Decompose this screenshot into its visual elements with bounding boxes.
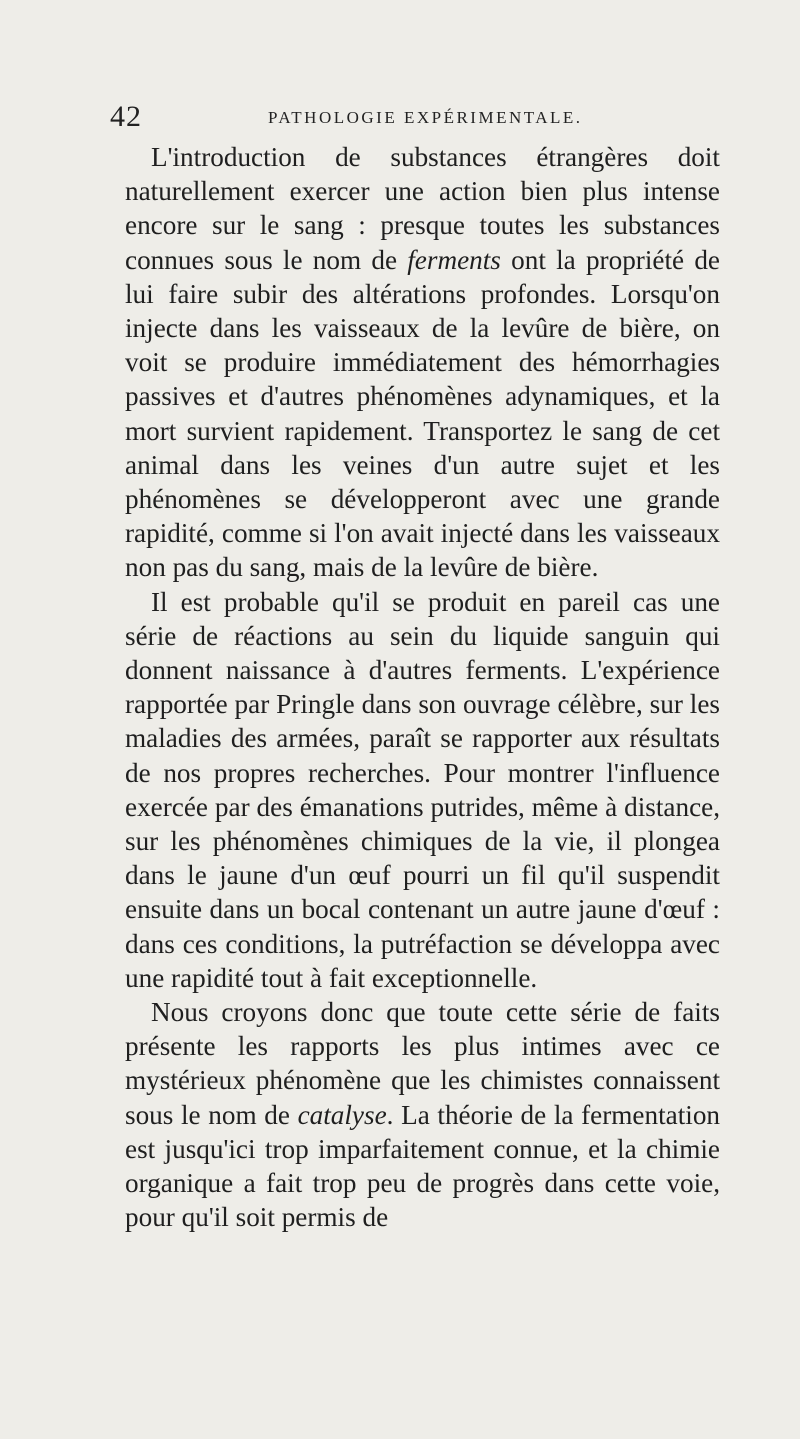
italic-term-catalyse: catalyse [297,1099,387,1130]
paragraph-3-before: Nous croyons donc que toute cette série de faits présente les rapports les plus intimes avec ce mystérieux phénomène que les chimistes connaissent sous le nom de [125,997,720,1130]
body-text [125,140,720,1235]
page-header [110,100,720,140]
paragraph-3-after: . La théorie de la fermentation est jusqu'ici trop imparfaitement connue, et la chimie organique a fait trop peu de progrès dans cette voie, pour qu'il soit permis de [125,1099,721,1233]
paragraph-2 [125,585,720,995]
paragraph-2-text: Il est probable qu'il se produit en pareil cas une série de réactions au sein du liquide sanguin qui donnent naissance à d'autres ferments. L'expérience rapportée par Pringle dans son ouvrage célèbre, sur les maladies des armées, paraît se rapporter aux résultats de nos propres recherches. Pour montrer l'influence exercée par des émanations putrides, même à distance, sur les phénomènes chimiques de la vie, il plongea dans le jaune d'un œuf pourri un fil qu'il suspendit ensuite dans un bocal contenant un autre jaune d'œuf : dans ces conditions, la putréfaction se développa avec une rapidité tout à fait exceptionnelle. [125,586,720,993]
paragraph-1-before: L'introduction de substances étrangères doit naturellement exercer une action bien plus intense encore sur le sang : presque toutes les substances connues sous le nom de [125,142,720,275]
paragraph-1 [125,140,720,585]
page-number: 42 [110,100,142,133]
paragraph-3 [125,995,720,1234]
italic-term-ferments: ferments [407,244,501,275]
paragraph-1-after: ont la propriété de lui faire subir des altérations profondes. Lorsqu'on injecte dans les vaisseaux de la levûre de bière, on voit se produire immédiatement des hémorrhagies passives et d'autres phénomènes adynamiques, et la mort survient rapidement. Transportez le sang de cet animal dans les veines d'un autre sujet et les phénomènes se développeront avec une grande rapidité, comme si l'on avait injecté dans les vaisseaux non pas du sang, mais de la levûre de bière. [125,244,720,583]
running-head: PATHOLOGIE EXPÉRIMENTALE. [268,108,583,127]
